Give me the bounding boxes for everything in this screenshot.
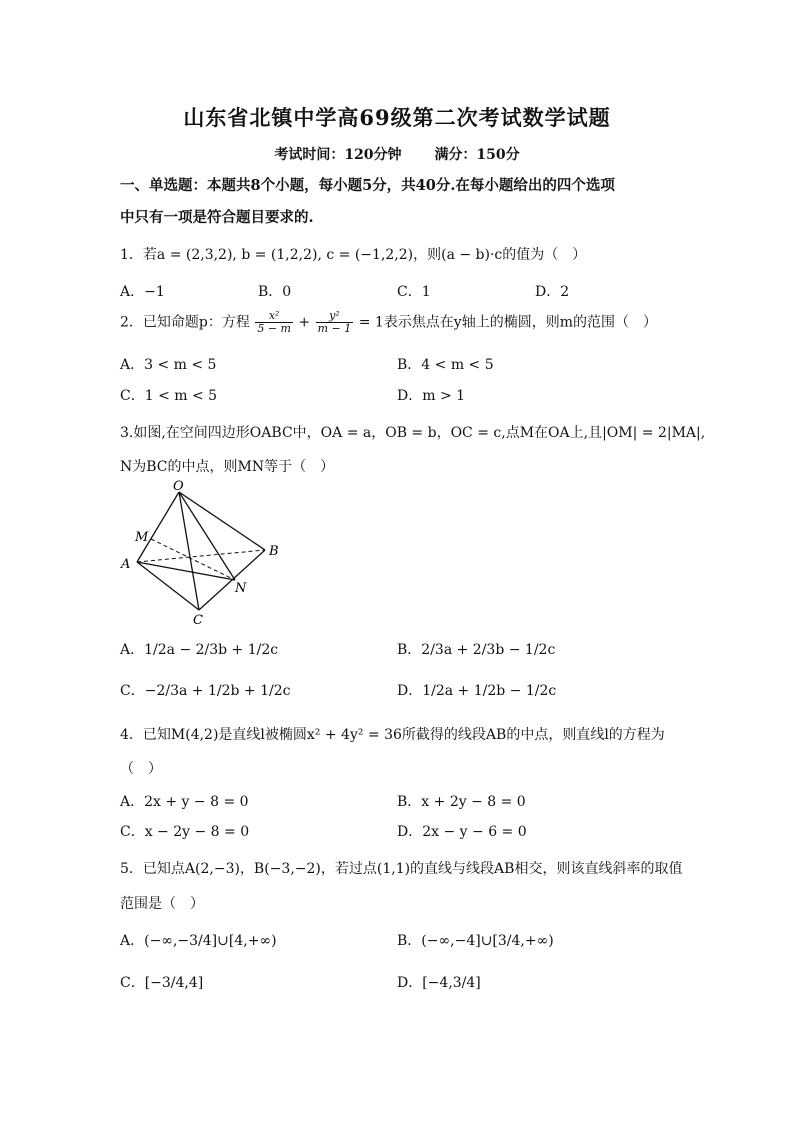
q1-option-c: C．1 [397, 284, 431, 300]
q2-option-a: A．3 < m < 5 [120, 357, 217, 373]
q4-option-c: C．x − 2y − 8 = 0 [120, 824, 250, 840]
q1-stem: 1．若a = (2,3,2), b = (1,2,2), c = (−1,2,2)，则(a − b)·c的值为（ ） [120, 247, 587, 263]
q1-option-d: D．2 [535, 284, 570, 300]
q2-stem-suffix: = 1表示焦点在y轴上的椭圆，则m的范围（ ） [358, 314, 657, 331]
q1-option-b: B．0 [258, 284, 292, 300]
q2-fraction-y [316, 310, 354, 335]
q3-option-c: C．−2/3a + 1/2b + 1/2c [120, 683, 291, 699]
q2-frac1-num: x² [255, 310, 293, 323]
exam-subtitle [0, 144, 794, 164]
q5-option-d: D．[−4,3/4] [397, 975, 481, 991]
q5-stem-line2: 范围是（ ） [120, 896, 204, 912]
q3-stem-line1: 3.如图,在空间四边形OABC中，OA = a，OB = b，OC = c,点M在OA上,且|OM| = 2|MA|, [120, 425, 706, 441]
q2-option-c: C．1 < m < 5 [120, 388, 218, 404]
q4-option-a: A．2x + y − 8 = 0 [120, 794, 249, 810]
q4-option-b: B．x + 2y − 8 = 0 [397, 794, 526, 810]
q1-option-a: A．−1 [120, 284, 165, 300]
label-c: C [193, 613, 203, 628]
q2-option-b: B．4 < m < 5 [397, 357, 494, 373]
q4-stem-line1: 4．已知M(4,2)是直线l被椭圆x² + 4y² = 36所截得的线段AB的中点，则直线l的方程为 [120, 727, 665, 743]
q5-option-c: C．[−3/4,4] [120, 975, 204, 991]
q2-frac2-num: y² [316, 310, 354, 323]
q2-plus: + [298, 314, 311, 331]
exam-time: 考试时间：120分钟 [274, 147, 402, 163]
q2-stem [120, 310, 657, 335]
exam-score: 满分：150分 [434, 147, 520, 163]
q2-frac1-den: 5 − m [257, 322, 291, 335]
label-b: B [269, 544, 279, 559]
label-o: O [173, 479, 184, 494]
section-heading-line1: 一、单选题：本题共8个小题，每小题5分，共40分.在每小题给出的四个选项 [120, 177, 615, 194]
q4-option-d: D．2x − y − 6 = 0 [397, 824, 527, 840]
q5-option-b: B．(−∞,−4]∪[3/4,+∞) [397, 933, 554, 949]
q3-stem-line2: N为BC的中点，则MN等于（ ） [120, 459, 335, 475]
section-heading [120, 170, 680, 234]
q3-option-a: A．1/2a − 2/3b + 1/2c [120, 642, 279, 658]
q2-fraction-x [255, 310, 293, 335]
q5-stem-line1: 5．已知点A(2,−3)，B(−3,−2)，若过点(1,1)的直线与线段AB相交，则该直线斜率的取值 [120, 861, 683, 877]
label-m: M [135, 530, 149, 545]
section-heading-line2: 中只有一项是符合题目要求的. [120, 209, 314, 226]
exam-title: 山东省北镇中学高69级第二次考试数学试题 [183, 105, 611, 130]
label-n: N [235, 581, 247, 596]
q2-frac2-den: m − 1 [317, 322, 352, 335]
label-a: A [121, 557, 131, 572]
q5-option-a: A．(−∞,−3/4]∪[4,+∞) [120, 933, 277, 949]
q2-option-d: D．m > 1 [397, 388, 466, 404]
q3-option-b: B．2/3a + 2/3b − 1/2c [397, 642, 556, 658]
q2-stem-prefix: 2．已知命题p：方程 [120, 314, 250, 331]
tetrahedron-figure [115, 478, 295, 628]
q4-stem-line2: （ ） [120, 761, 162, 777]
q3-option-d: D．1/2a + 1/2b − 1/2c [397, 683, 557, 699]
